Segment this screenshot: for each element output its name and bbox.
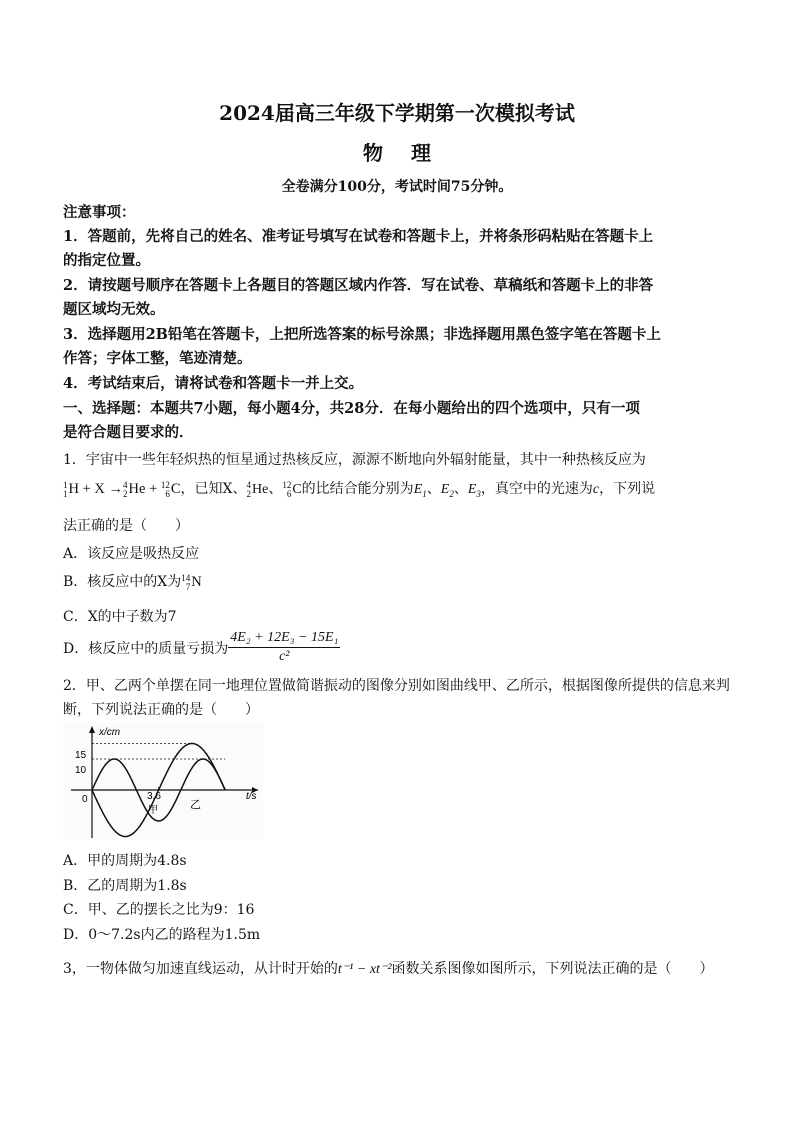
label-yi: 乙 xyxy=(190,799,201,811)
q3-stem: 3，一物体做匀加速直线运动，从计时开始的t⁻¹ − xt⁻²函数关系图像如图所示，下列说法正确的是（ ） xyxy=(63,961,714,977)
x-tick-0: 0 xyxy=(82,794,88,805)
exam-info: 全卷满分100分，考试时间75分钟。 xyxy=(281,179,513,195)
exam-title: 2024届高三年级下学期第一次模拟考试 xyxy=(219,101,575,125)
notice-item-2b: 题区域均无效。 xyxy=(63,301,165,318)
notice-item-3b: 作答；字体工整，笔迹清楚。 xyxy=(63,350,252,367)
q2-option-c: C．甲、乙的摆长之比为9：16 xyxy=(63,902,255,918)
nuclide-He-2: 4 2 He、 xyxy=(246,479,283,499)
nuclide-H: 1 1 H xyxy=(63,479,79,499)
notice-item-4: 4．考试结束后，请将试卷和答题卡一并上交。 xyxy=(63,375,364,392)
nuclide-N: 14 7 N xyxy=(181,572,202,592)
nuclide-He: 4 2 He xyxy=(123,479,146,499)
q2-stem-line1: 2．甲、乙两个单摆在同一地理位置做简谐振动的图像分别如图曲线甲、乙所示，根据图像所提供的信息来判 xyxy=(63,678,730,694)
subject-char-2: 理 xyxy=(411,141,431,165)
notice-item-3a: 3．选择题用2B铅笔在答题卡，上把所选答案的标号涂黑；非选择题用黑色签字笔在答题卡上 xyxy=(63,326,661,343)
section-heading-line1: 一、选择题：本题共7小题，每小题4分，共28分．在每小题给出的四个选项中，只有一项 xyxy=(63,400,640,417)
q1-reaction-line: 1 1 H + X → 4 2 He + 12 6 C，已知X、 4 2 He、 12 6 C的比结合能分别为$E_1$、$E_2$、$E_3$，真空中的光速为c，下列说 xyxy=(63,479,656,499)
q2-option-a: A．甲的周期为4.8s xyxy=(63,853,187,869)
subject-char-1: 物 xyxy=(363,141,383,165)
x-axis-label: t/s xyxy=(246,791,257,802)
q1-option-c: C．X的中子数为7 xyxy=(63,609,177,625)
nuclide-C: 12 6 C xyxy=(160,479,181,499)
notice-item-1b: 的指定位置。 xyxy=(63,252,150,269)
q2-stem-line2: 断，下列说法正确的是（ ） xyxy=(63,702,259,718)
y-axis-label: x/cm xyxy=(99,727,121,738)
q3-expression: t⁻¹ − xt⁻² xyxy=(337,962,392,977)
oscillation-graph xyxy=(63,722,263,840)
q1-option-b: B．核反应中的X为 14 7 N xyxy=(63,572,202,592)
q1-option-d: D．核反应中的质量亏损为 $\frac{\text{4E₂ + 12E₃ − 15E₁}}{\text{c²}}$ xyxy=(63,630,339,664)
q1-stem-line3: 法正确的是（ ） xyxy=(63,518,189,534)
notice-heading: 注意事项： xyxy=(63,204,136,221)
nuclide-C-2: 12 6 C的比结合能分别为 xyxy=(282,479,414,499)
x-tick-3.6: 3.6 xyxy=(147,791,161,802)
q1-stem-line1: 1．宇宙中一些年轻炽热的恒星通过热核反应，源源不断地向外辐射能量，其中一种热核反应为 xyxy=(63,452,646,468)
subject-name xyxy=(0,137,794,166)
notice-item-2a: 2．请按题号顺序在答题卡上各题目的答题区域内作答．写在试卷、草稿纸和答题卡上的非答 xyxy=(63,277,654,294)
q2-option-d: D．0～7.2s内乙的路程为1.5m xyxy=(63,927,261,943)
y-tick-10: 10 xyxy=(75,765,87,776)
label-jia: 甲 xyxy=(148,805,158,816)
mass-defect-fraction: $\frac{\text{4E₂ + 12E₃ − 15E₁}}{\text{c²}}$ xyxy=(230,630,339,664)
q1-option-a: A．该反应是吸热反应 xyxy=(63,546,200,562)
q2-option-b: B．乙的周期为1.8s xyxy=(63,878,187,894)
section-heading-line2: 是符合题目要求的． xyxy=(63,424,194,441)
y-tick-15: 15 xyxy=(75,750,87,761)
notice-item-1a: 1．答题前，先将自己的姓名、准考证号填写在试卷和答题卡上，并将条形码粘贴在答题卡上 xyxy=(63,228,654,245)
